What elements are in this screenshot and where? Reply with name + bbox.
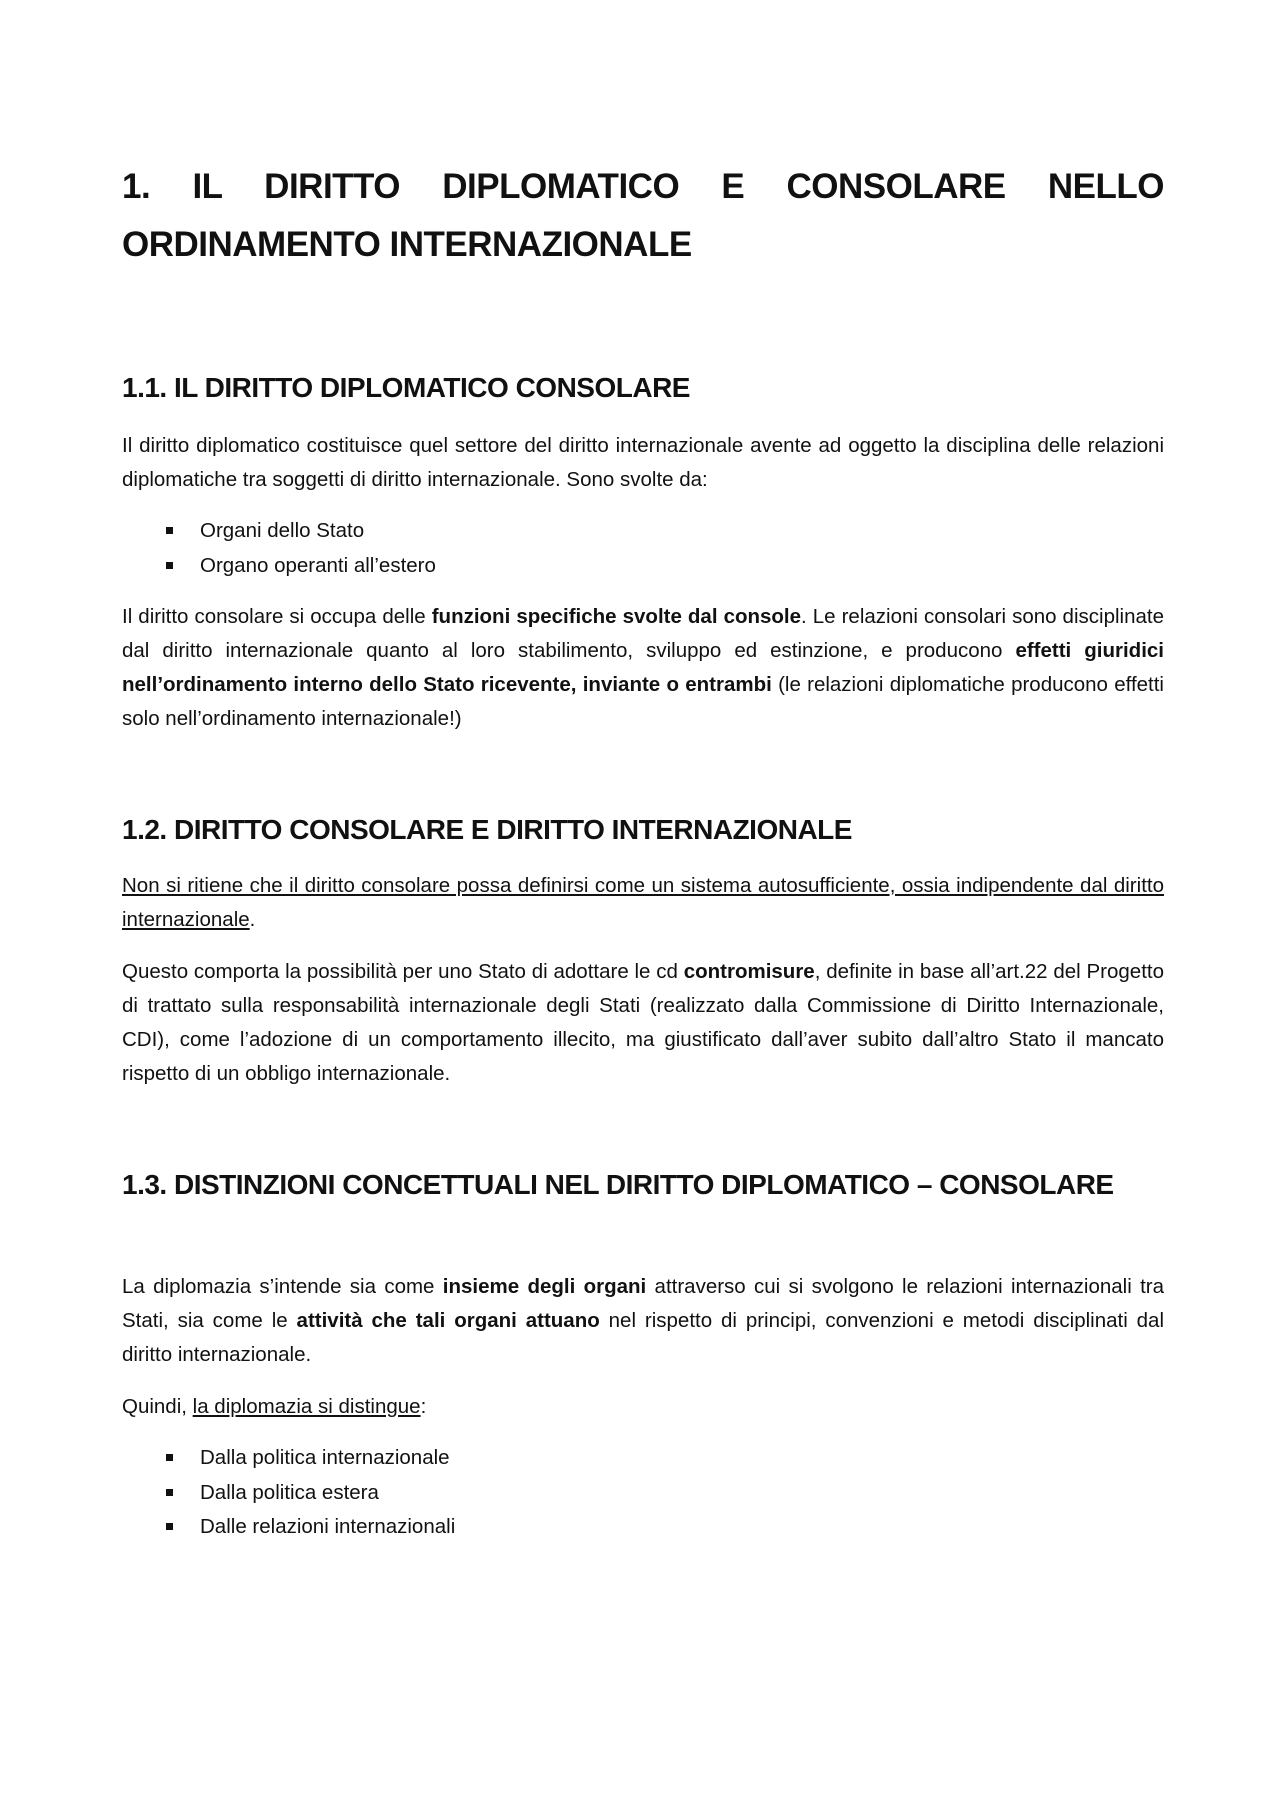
bullet-list bbox=[122, 1441, 1164, 1545]
bold-text: funzioni specifiche svolte dal console bbox=[431, 605, 802, 628]
paragraph bbox=[122, 955, 1164, 1091]
list-item bbox=[122, 549, 1164, 584]
text: Il diritto diplomatico costituisce quel settore del diritto internazionale avente ad oggetto la disciplina delle relazioni diplomatiche tra soggetti di diritto internazionale. Sono svolte da: bbox=[122, 434, 1164, 491]
bullet-icon bbox=[166, 1523, 173, 1530]
section-heading-1-3: 1.3. DISTINZIONI CONCETTUALI NEL DIRITTO DIPLOMATICO – CONSOLARE bbox=[122, 1169, 1114, 1200]
underlined-text: la diplomazia si distingue bbox=[192, 1395, 421, 1418]
text: Questo comporta la possibilità per uno Stato di adottare le cd bbox=[122, 960, 684, 983]
text: , definite in base all’art.22 del Progetto di trattato sulla responsabilità internazionale degli Stati (realizzato dalla Commissione di Diritto Internazionale, CDI), come l’adozione di un comportamento illecito, ma giustificato dall’aver subito dall’altro Stato il mancato rispetto di un obbligo internazionale. bbox=[122, 960, 1164, 1085]
paragraph bbox=[122, 1270, 1164, 1372]
section-heading-1-2: 1.2. DIRITTO CONSOLARE E DIRITTO INTERNAZIONALE bbox=[122, 814, 852, 845]
bullet-icon bbox=[166, 1489, 173, 1496]
list-item bbox=[122, 1510, 1164, 1545]
document-title: 1. IL DIRITTO DIPLOMATICO E CONSOLARE NELLO ORDINAMENTO INTERNAZIONALE bbox=[122, 167, 1164, 264]
paragraph bbox=[122, 600, 1164, 736]
list-item bbox=[122, 1476, 1164, 1511]
text: . Le relazioni consolari sono disciplinate dal diritto internazionale quanto al loro stabilimento, sviluppo ed estinzione, e producono bbox=[122, 605, 1164, 662]
text: . bbox=[249, 908, 256, 931]
list-item-text: Dalla politica internazionale bbox=[200, 1446, 450, 1469]
list-item-text: Dalla politica estera bbox=[200, 1480, 379, 1504]
bullet-icon bbox=[166, 1454, 173, 1461]
bullet-icon bbox=[166, 562, 173, 569]
text: Il diritto consolare si occupa delle bbox=[122, 605, 432, 628]
text: La diplomazia s’intende sia come bbox=[122, 1275, 443, 1298]
text: (le relazioni diplomatiche producono effetti solo nell’ordinamento internazionale!) bbox=[122, 673, 1164, 730]
paragraph bbox=[122, 1390, 1164, 1424]
section-heading-1-1: 1.1. IL DIRITTO DIPLOMATICO CONSOLARE bbox=[122, 372, 690, 403]
bold-text: contromisure bbox=[683, 960, 815, 983]
bold-text: effetti giuridici nell’ordinamento interno dello Stato ricevente, inviante o entrambi bbox=[122, 639, 1164, 696]
bold-text: insieme degli organi bbox=[442, 1275, 647, 1298]
bold-text: attività che tali organi attuano bbox=[296, 1309, 600, 1332]
text: Quindi, bbox=[122, 1395, 193, 1418]
list-item-text: Dalle relazioni internazionali bbox=[200, 1515, 456, 1538]
paragraph bbox=[122, 429, 1164, 497]
paragraph bbox=[122, 869, 1164, 937]
bullet-icon bbox=[166, 527, 173, 534]
list-item-text: Organi dello Stato bbox=[200, 519, 365, 542]
list-item bbox=[122, 514, 1164, 549]
text: attraverso cui si svolgono le relazioni internazionali tra Stati, sia come le bbox=[122, 1275, 1164, 1332]
list-item-text: Organo operanti all’estero bbox=[200, 553, 436, 577]
list-item bbox=[122, 1441, 1164, 1476]
underlined-text: Non si ritiene che il diritto consolare possa definirsi come un sistema autosufficiente, ossia indipendente dal diritto internazionale bbox=[122, 874, 1164, 931]
text: nel rispetto di principi, convenzioni e metodi disciplinati dal diritto internazionale. bbox=[122, 1309, 1165, 1366]
text: : bbox=[420, 1395, 427, 1418]
bullet-list bbox=[122, 514, 1164, 583]
